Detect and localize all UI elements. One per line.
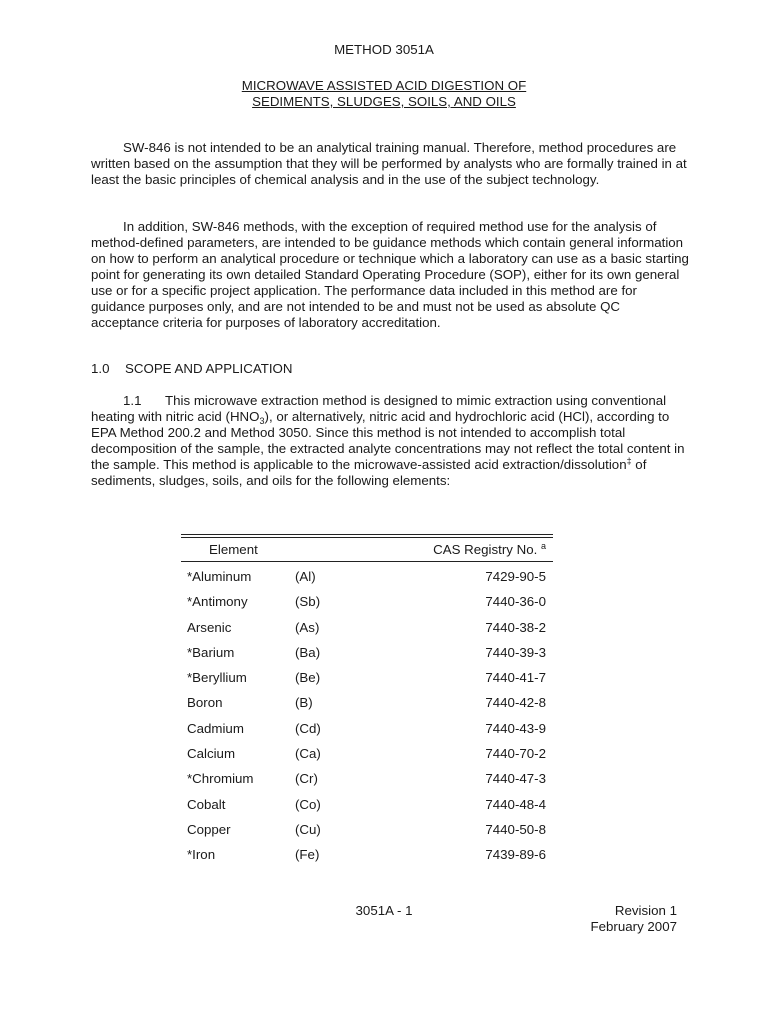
table-header bbox=[181, 541, 553, 559]
element-name: *Antimony bbox=[187, 594, 248, 610]
scope-paragraph: 1.1 This microwave extraction method is designed to mimic extraction using conventional heating with nitric acid $(HNO_3)$, or alternatively, nitric acid and hydrochloric acid (HCl), according to EPA Method 200.2 and Method 3050. Since this method is not intended to accomplish total decomposition of the sample, the extracted analyte concentrations may not reflect the total content in the sample. This method is applicable to the microwave-assisted acid extraction/dissolution‡ of sediments, sludges, soils, and oils for the following elements: bbox=[91, 393, 685, 488]
subsection-number: 1.1 bbox=[123, 393, 142, 408]
cas-number: 7440-47-3 bbox=[485, 771, 546, 787]
element-name: Arsenic bbox=[187, 619, 232, 635]
element-name: Cobalt bbox=[187, 796, 226, 812]
revision-block bbox=[591, 903, 677, 935]
cas-footnote-mark: a bbox=[540, 541, 546, 551]
table-row bbox=[181, 744, 553, 769]
cas-number: 7439-89-6 bbox=[485, 847, 546, 863]
revision-label: Revision 1 bbox=[614, 903, 677, 918]
element-name: Calcium bbox=[187, 746, 236, 762]
table-row bbox=[181, 845, 553, 870]
cas-number: 7440-39-3 bbox=[485, 644, 546, 660]
element-name: *Barium bbox=[187, 644, 235, 660]
page-number: 3051A - 1 bbox=[355, 903, 413, 918]
element-symbol: (Fe) bbox=[295, 847, 320, 863]
column-header-element: Element bbox=[209, 542, 258, 557]
element-name: Copper bbox=[187, 821, 231, 837]
title-line-1: MICROWAVE ASSISTED ACID DIGESTION OF bbox=[241, 78, 527, 93]
cas-number: 7440-43-9 bbox=[485, 720, 546, 736]
element-symbol: (Cu) bbox=[295, 821, 321, 837]
element-symbol: (B) bbox=[295, 695, 313, 711]
table-row bbox=[181, 592, 553, 617]
footnote-mark: ‡ bbox=[626, 456, 632, 466]
element-symbol: (Cr) bbox=[295, 771, 318, 787]
document-title bbox=[0, 78, 768, 110]
table-header-rule bbox=[181, 561, 553, 562]
table-row bbox=[181, 795, 553, 820]
subscript-3: 3 bbox=[259, 416, 265, 426]
cas-number: 7440-38-2 bbox=[485, 619, 546, 635]
title-line-2: SEDIMENTS, SLUDGES, SOILS, AND OILS bbox=[252, 94, 516, 109]
table-row bbox=[181, 618, 553, 643]
element-name: Cadmium bbox=[187, 720, 244, 736]
element-name: *Chromium bbox=[187, 771, 254, 787]
intro-paragraph-2: In addition, SW-846 methods, with the exception of required method use for the analysis of method-defined parameters, are intended to be guidance methods which contain general information on how to perform an analytical procedure or technique which a laboratory can use as a basic starting point for generating its own detailed Standard Operating Procedure (SOP), either for its own general use or for a specific project application. The performance data included in this method are for guidance purposes only, and are not intended to be and must not be used as absolute QC acceptance criteria for purposes of laboratory accreditation. bbox=[91, 219, 689, 330]
element-symbol: (Al) bbox=[295, 569, 316, 584]
table-row bbox=[181, 668, 553, 693]
table-row bbox=[181, 719, 553, 744]
table-row bbox=[181, 769, 553, 794]
cas-number: 7429-90-5 bbox=[485, 569, 546, 584]
intro-paragraph-1: SW-846 is not intended to be an analytical training manual. Therefore, method procedures are written based on the assumption that they will be performed by analysts who are formally trained in at least the basic principles of chemical analysis and in the use of the subject technology. bbox=[91, 140, 687, 187]
method-number: METHOD 3051A bbox=[334, 42, 434, 57]
section-number: 1.0 bbox=[91, 361, 110, 376]
column-header-cas: CAS Registry No. $^a$ bbox=[433, 541, 546, 557]
cas-number: 7440-50-8 bbox=[485, 821, 546, 837]
element-symbol: (Co) bbox=[295, 796, 321, 812]
table-row bbox=[181, 693, 553, 718]
element-symbol: (Cd) bbox=[295, 720, 321, 736]
elements-table-body bbox=[181, 567, 553, 871]
element-symbol: (Ba) bbox=[295, 644, 321, 660]
element-name: Boron bbox=[187, 695, 223, 711]
element-symbol: (Be) bbox=[295, 670, 321, 686]
table-top-rule-2 bbox=[181, 537, 553, 538]
revision-date: February 2007 bbox=[590, 919, 677, 934]
table-row bbox=[181, 567, 553, 592]
element-symbol: (Sb) bbox=[295, 594, 321, 610]
section-heading bbox=[91, 361, 293, 377]
cas-number: 7440-42-8 bbox=[485, 695, 546, 711]
element-name: *Iron bbox=[187, 847, 216, 863]
section-title: SCOPE AND APPLICATION bbox=[125, 361, 293, 376]
element-symbol: (Ca) bbox=[295, 746, 321, 762]
cas-number: 7440-70-2 bbox=[485, 746, 546, 762]
table-row bbox=[181, 643, 553, 668]
table-top-rule bbox=[181, 534, 553, 535]
table-row bbox=[181, 820, 553, 845]
element-name: *Aluminum bbox=[187, 569, 252, 584]
cas-number: 7440-48-4 bbox=[485, 796, 546, 812]
element-symbol: (As) bbox=[295, 619, 320, 635]
cas-number: 7440-36-0 bbox=[485, 594, 546, 610]
element-name: *Beryllium bbox=[187, 670, 247, 686]
cas-number: 7440-41-7 bbox=[485, 670, 546, 686]
